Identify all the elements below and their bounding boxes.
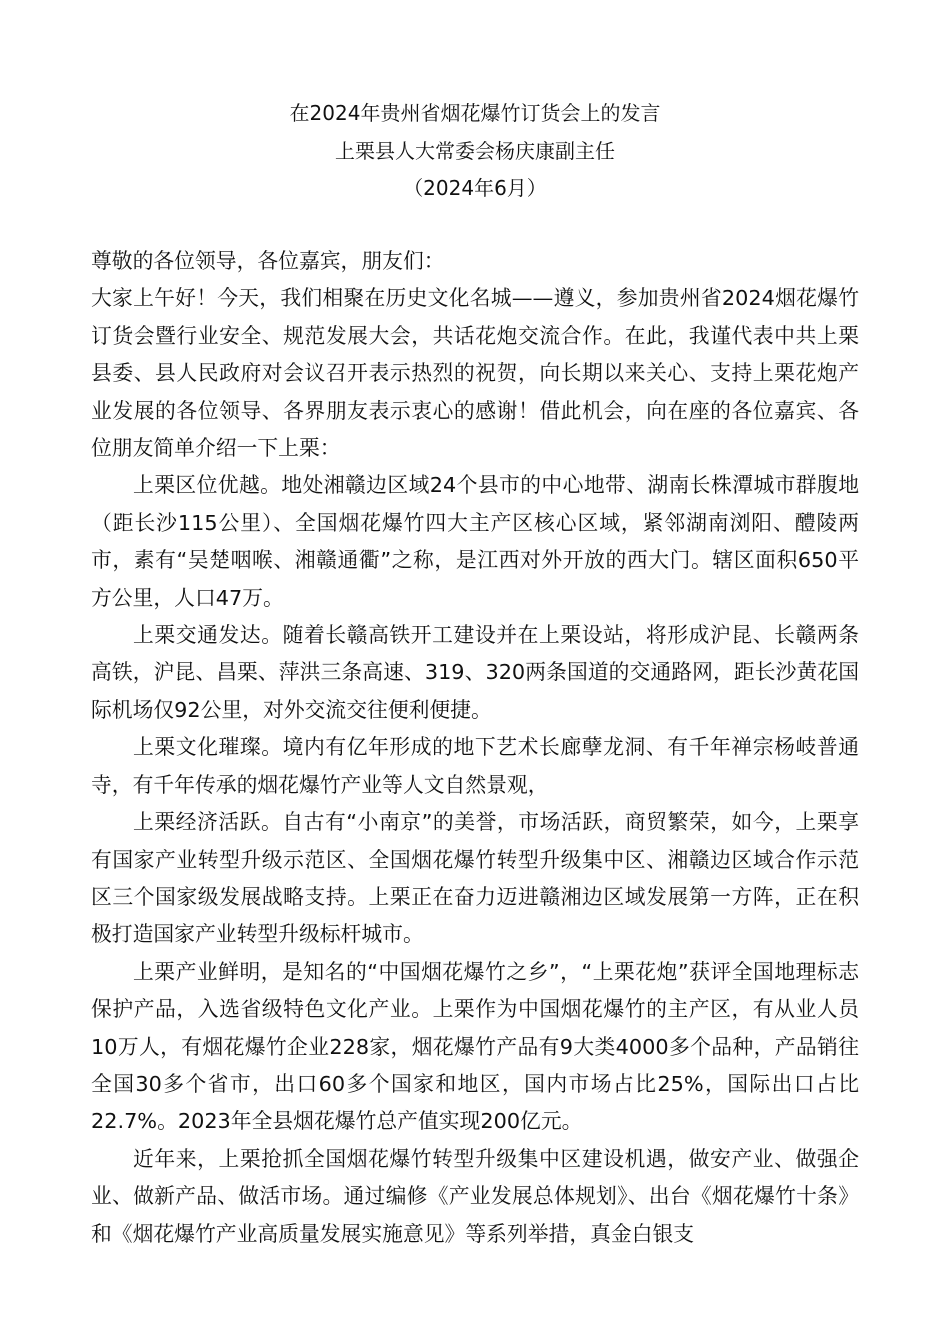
salutation: 尊敬的各位领导，各位嘉宾，朋友们： [91,249,445,273]
speaker-line: 上栗县人大常委会杨庆康副主任 [335,139,615,163]
paragraph-location: 上栗区位优越。地处湘赣边区域24个县市的中心地带、湖南长株潭城市群腹地（距长沙115公里）、全国烟花爆竹四大主产区核心区域，紧邻湖南浏阳、醴陵两市，素有“吴楚咽喉、湘赣通衢”之称，是江西对外开放的西大门。辖区面积650平方公里，人口47万。 [91,473,859,610]
paragraph-recent-years: 近年来，上栗抢抓全国烟花爆竹转型升级集中区建设机遇，做安产业、做强企业、做新产品、做活市场。通过编修《产业发展总体规划》、出台《烟花爆竹十条》和《烟花爆竹产业高质量发展实施意见》等系列举措，真金白银支 [91,1146,859,1246]
paragraph-opening: 大家上午好！今天，我们相聚在历史文化名城——遵义，参加贵州省2024烟花爆竹订货会暨行业安全、规范发展大会，共话花炮交流合作。在此，我谨代表中共上栗县委、县人民政府对会议召开表示热烈的祝贺，向长期以来关心、支持上栗花炮产业发展的各位领导、各界朋友表示衷心的感谢！借此机会，向在座的各位嘉宾、各位朋友简单介绍一下上栗： [91,286,859,461]
speech-date: （2024年6月） [403,176,547,200]
paragraph-industry: 上栗产业鲜明，是知名的“中国烟花爆竹之乡”，“上栗花炮”获评全国地理标志保护产品，入选省级特色文化产业。上栗作为中国烟花爆竹的主产区，有从业人员10万人，有烟花爆竹企业228家，烟花爆竹产品有9大类4000多个品种，产品销往全国30多个省市，出口60多个国家和地区，国内市场占比25%，国际出口占比22.7%。2023年全县烟花爆竹总产值实现200亿元。 [91,959,859,1134]
paragraph-culture: 上栗文化璀璨。境内有亿年形成的地下艺术长廊孽龙洞、有千年禅宗杨岐普通寺，有千年传承的烟花爆竹产业等人文自然景观， [91,735,859,797]
speech-title: 在2024年贵州省烟花爆竹订货会上的发言 [289,101,661,125]
paragraph-transport: 上栗交通发达。随着长赣高铁开工建设并在上栗设站，将形成沪昆、长赣两条高铁，沪昆、昌栗、萍洪三条高速、319、320两条国道的交通路网，距长沙黄花国际机场仅92公里，对外交流交往便利便捷。 [91,623,859,722]
speech-body [91,243,859,1253]
paragraph-economy: 上栗经济活跃。自古有“小南京”的美誉，市场活跃，商贸繁荣，如今，上栗享有国家产业转型升级示范区、全国烟花爆竹转型升级集中区、湘赣边区域合作示范区三个国家级发展战略支持。上栗正在奋力迈进赣湘边区域发展第一方阵，正在积极打造国家产业转型升级标杆城市。 [91,810,859,947]
